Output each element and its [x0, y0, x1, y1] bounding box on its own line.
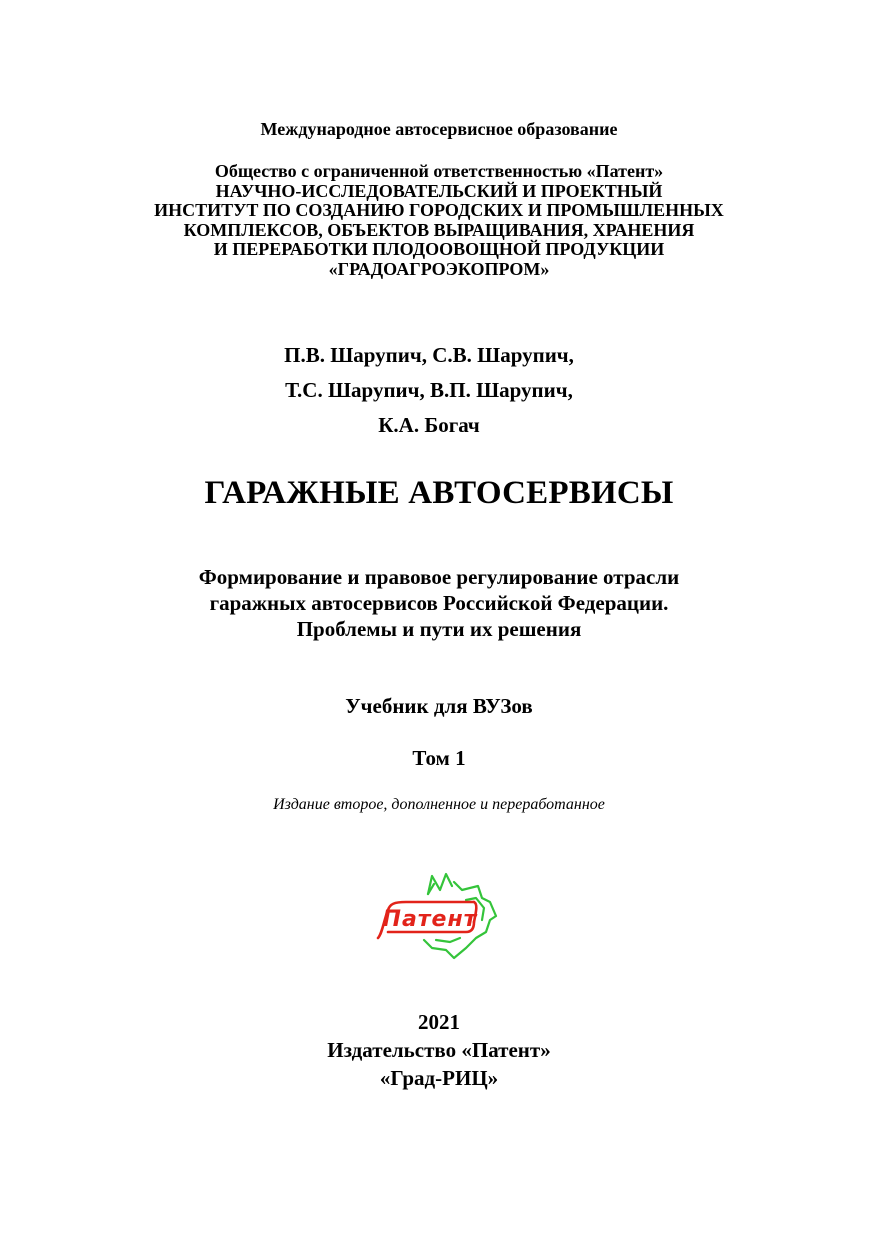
book-subtitle — [0, 564, 878, 642]
logo-text: Патент — [382, 907, 478, 932]
textbook-label — [0, 692, 878, 720]
publisher-block — [0, 1008, 878, 1092]
subtitle-line: Проблемы и пути их решения — [296, 617, 582, 641]
author-line: Т.С. Шарупич, В.П. Шарупич, — [285, 378, 573, 402]
organization-line: Общество с ограниченной ответственностью «Патент» — [214, 161, 664, 181]
publisher-name: Издательство «Патент» — [327, 1038, 551, 1062]
textbook-text: Учебник для ВУЗов — [345, 694, 533, 718]
education-series-text: Международное автосервисное образование — [260, 119, 618, 139]
organization-line: КОМПЛЕКСОВ, ОБЪЕКТОВ ВЫРАЩИВАНИЯ, ХРАНЕНИЯ — [183, 219, 695, 240]
organization-line: НАУЧНО-ИССЛЕДОВАТЕЛЬСКИЙ И ПРОЕКТНЫЙ — [215, 180, 663, 201]
organization-block — [0, 162, 878, 280]
author-line: К.А. Богач — [378, 413, 480, 437]
publication-year: 2021 — [418, 1010, 460, 1034]
book-title — [0, 470, 878, 516]
organization-line: И ПЕРЕРАБОТКИ ПЛОДООВОЩНОЙ ПРОДУКЦИИ — [213, 239, 665, 260]
organization-line: «ГРАДОАГРОЭКОПРОМ» — [328, 258, 550, 279]
publisher-imprint: «Град-РИЦ» — [379, 1066, 499, 1090]
subtitle-line: Формирование и правовое регулирование отрасли — [198, 565, 680, 589]
subtitle-line: гаражных автосервисов Российской Федерации. — [209, 591, 669, 615]
patent-logo-icon — [366, 868, 506, 964]
organization-line: ИНСТИТУТ ПО СОЗДАНИЮ ГОРОДСКИХ И ПРОМЫШЛЕННЫХ — [154, 200, 724, 221]
volume-label — [0, 744, 878, 772]
author-line: П.В. Шарупич, С.В. Шарупич, — [284, 343, 574, 367]
book-title-text: ГАРАЖНЫЕ АВТОСЕРВИСЫ — [204, 475, 674, 511]
volume-text: Том 1 — [412, 746, 466, 770]
edition-text: Издание второе, дополненное и переработанное — [273, 796, 605, 813]
education-series — [0, 118, 878, 140]
authors-block — [0, 338, 858, 443]
edition-note — [0, 794, 878, 816]
